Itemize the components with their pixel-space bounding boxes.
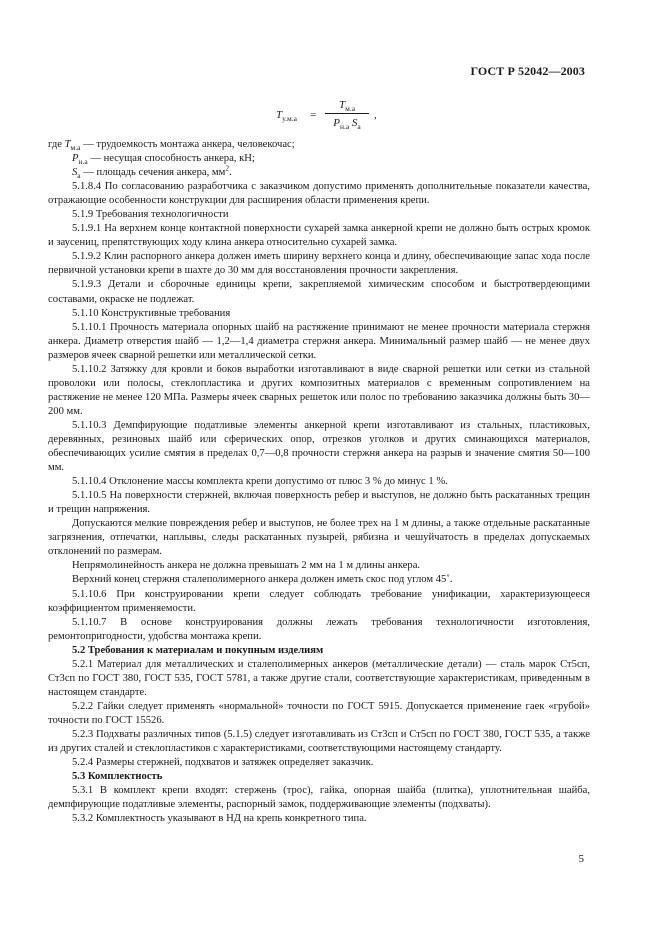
definition-symbol: S bbox=[72, 167, 78, 179]
formula-num-sub: м.а bbox=[345, 104, 356, 114]
section-5-2-heading: 5.2 Требования к материалам и покупным изделиям bbox=[72, 644, 324, 656]
definition-subscript: н.а bbox=[78, 157, 88, 167]
definition-s-a bbox=[48, 163, 590, 181]
clause-5-1-10-2: 5.1.10.2 Затяжку для кровли и боков выработки изготавливают в виде сварной решетки или сетки из стальной проволоки или полосы, стеклопластика и других композитных материалов с временным сопротивлением на растяжение не менее 120 МПа. Размеры ячеек сварных решеток или полос по требованию заказчика должны быть 30—200 мм. bbox=[48, 363, 590, 417]
formula-labor-intensity bbox=[276, 98, 406, 136]
clause-5-3-2: 5.3.2 Комплектность указывают в НД на крепь конкретного типа. bbox=[72, 813, 367, 825]
clause-5-1-10-7: 5.1.10.7 В основе конструирования должны лежать требования технологичности изготовления, ремонтопригодности, удобства монтажа крепи. bbox=[48, 616, 590, 642]
definition-p-na bbox=[48, 152, 590, 166]
definition-text: — несущая способность анкера, кН; bbox=[87, 153, 255, 165]
clause-5-1-9-heading: 5.1.9 Требования технологичности bbox=[72, 209, 229, 221]
clause-5-1-9-1: 5.1.9.1 На верхнем конце контактной поверхности сухарей замка анкерной крепи не должно быть острых кромок и заусениц, препятствующих ходу клина анкера относительно сухарей замка. bbox=[48, 223, 590, 249]
clause-5-2-4: 5.2.4 Размеры стержней, подхватов и затяжек определяет заказчик. bbox=[72, 757, 374, 769]
document-header: ГОСТ Р 52042—2003 bbox=[470, 64, 585, 78]
clause-5-1-8-4: 5.1.8.4 По согласованию разработчика с заказчиком допустимо применять дополнительные показатели качества, отражающие особенности конструкции для расширения области применения крепи. bbox=[48, 181, 590, 207]
formula-lhs-symbol: T bbox=[276, 109, 283, 121]
formula-numerator bbox=[323, 98, 371, 113]
formula-equals: = bbox=[310, 109, 317, 121]
definition-t-ma bbox=[48, 138, 590, 152]
clause-5-1-10-3: 5.1.10.3 Демпфирующие податливые элементы анкерной крепи изготавливают из стальных, пластиковых, деревянных, резиновых шайб или сферических опор, отрезков уголков и других сминающихся материалов, обеспечивающих усилие смятия в пределах 0,7—0,8 прочности стержня анкера на разрыв и значение смятия 50—100 мм. bbox=[48, 419, 590, 474]
definition-superscript: 2 bbox=[225, 163, 230, 173]
clause-5-2-2: 5.2.2 Гайки следует применять «нормальной» точности по ГОСТ 5915. Допускается применение гаек «грубой» точности по ГОСТ 15526. bbox=[48, 700, 590, 726]
clause-5-1-10-6: 5.1.10.6 При конструировании крепи следует соблюдать требование унификации, характеризующееся коэффициентом применяемости. bbox=[48, 588, 590, 614]
definition-text: — трудоемкость монтажа анкера, человекочас; bbox=[80, 139, 295, 150]
definition-symbol: T bbox=[64, 139, 71, 150]
clause-5-1-10-1: 5.1.10.1 Прочность материала опорных шайб на растяжение принимают не менее прочности материала стержня анкера. Диаметр отверстия шайб — 1,2—1,4 диаметра стержня анкера. Минимальный размер шайб — не менее двух размеров ячеек сварной решетки или металлической сетки. bbox=[48, 321, 590, 361]
clause-5-2-1: 5.2.1 Материал для металлических и сталеполимерных анкеров (металлические детали) — сталь марок Ст5сп, Ст3сп по ГОСТ 380, ГОСТ 535, ГОСТ 5781, а также другие стали, соответствующие характеристикам, приведенным в настоящем стандарте. bbox=[48, 658, 590, 698]
clause-5-1-10-5: 5.1.10.5 На поверхности стержней, включая поверхность ребер и выступов, не должно быть раскатанных трещин и трещин напряжения. bbox=[48, 490, 590, 516]
formula-comma: , bbox=[374, 109, 377, 121]
formula-lhs bbox=[276, 108, 297, 126]
paragraph-bevel: Верхний конец стержня сталеполимерного анкера должен иметь скос под углом 45˚. bbox=[72, 574, 453, 586]
clause-5-3-1: 5.3.1 В комплект крепи входят: стержень (трос), гайка, опорная шайба (плитка), уплотнительная шайба, демпфирующие податливые элементы, распорный замок, поддерживающие элементы (подхваты). bbox=[48, 785, 590, 811]
paragraph-straightness: Непрямолинейность анкера не должна превышать 2 мм на 1 м длины анкера. bbox=[72, 560, 421, 572]
page-number: 5 bbox=[578, 853, 584, 865]
definition-subscript: а bbox=[77, 171, 81, 181]
clause-5-1-9-3: 5.1.9.3 Детали и сборочные единицы крепи, закрепляемой химическим способом и быстротвердеющими составами, окраске не подлежат. bbox=[48, 279, 590, 305]
formula-den-sub-1: н.а bbox=[339, 122, 350, 132]
clause-5-1-9-2: 5.1.9.2 Клин распорного анкера должен иметь ширину верхнего конца и длину, обеспечивающие запас хода после первичной установки крепи в шахте до 30 мм для восстановления прочности закрепления. bbox=[48, 251, 590, 277]
definition-subscript: м.а bbox=[70, 143, 81, 153]
formula-den-symbol-2: S bbox=[351, 117, 358, 129]
clause-5-2-3: 5.2.3 Подхваты различных типов (5.1.5) следует изготавливать из Ст3сп и Ст5сп по ГОСТ 380, ГОСТ 535, а также из других сталей и стеклопластиков с характеристиками, соответствующими настоящему стандарту. bbox=[48, 728, 590, 755]
formula-denominator bbox=[323, 114, 371, 134]
section-5-3-heading: 5.3 Комплектность bbox=[72, 771, 163, 783]
formula-den-symbol-1: P bbox=[333, 117, 340, 129]
formula-num-symbol: T bbox=[338, 99, 346, 111]
formula-lhs-sub: у.м.а bbox=[282, 114, 297, 124]
definition-symbol: P bbox=[72, 153, 79, 165]
formula-fraction bbox=[323, 98, 371, 134]
document-body bbox=[48, 138, 590, 826]
definition-text: — площадь сечения анкера, мм bbox=[80, 167, 226, 179]
paragraph-permitted-defects: Допускаются мелкие повреждения ребер и выступов, не более трех на 1 м длины, а также отдельные раскатанные загрязнения, отпечатки, наплывы, следы раскатанных пузырей, рябизна и чешуйчатость в пределах допускаемых отклонений по размерам. bbox=[48, 518, 590, 558]
definition-prefix: где bbox=[48, 139, 65, 150]
clause-5-1-10-heading: 5.1.10 Конструктивные требования bbox=[72, 307, 231, 319]
definition-end: . bbox=[229, 167, 232, 179]
clause-5-1-10-4: 5.1.10.4 Отклонение массы комплекта крепи допустимо от плюс 3 % до минус 1 %. bbox=[72, 476, 448, 488]
formula-den-sub-2: а bbox=[357, 122, 361, 132]
